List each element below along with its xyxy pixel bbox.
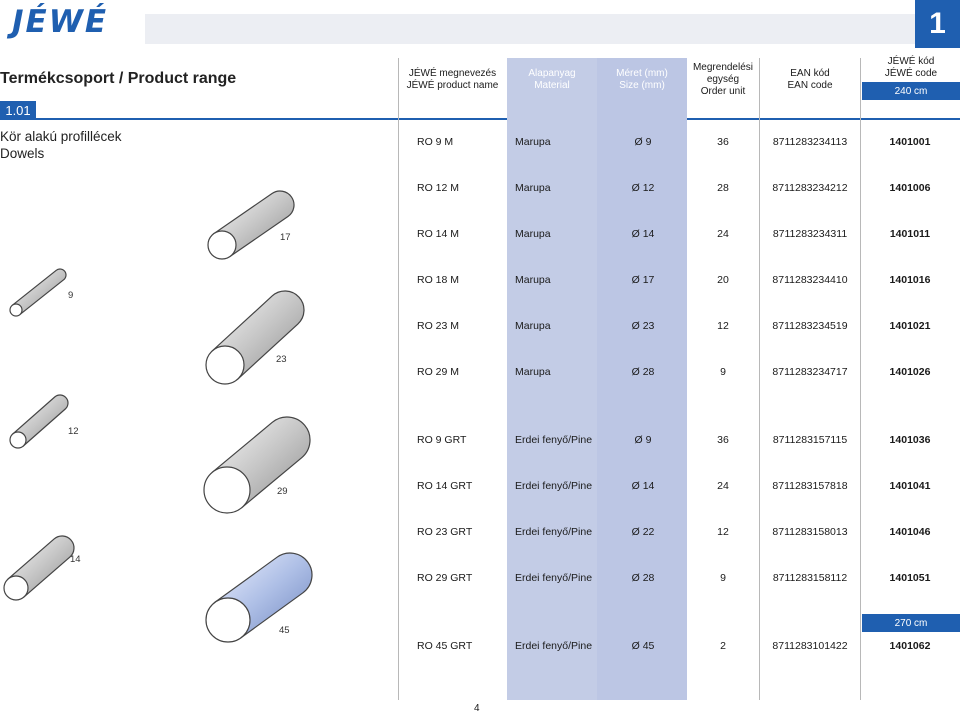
row-size: Ø 28 [631, 366, 655, 378]
header-size: Méret (mm) Size (mm) [616, 68, 668, 91]
dowel-diameter-label: 45 [279, 625, 290, 636]
row-material: Marupa [515, 274, 551, 286]
row-size: Ø 23 [631, 320, 655, 332]
row-size: Ø 22 [631, 526, 655, 538]
row-name: RO 45 GRT [417, 640, 473, 652]
row-size: Ø 14 [631, 480, 655, 492]
row-ean: 8711283157115 [772, 434, 848, 446]
header-jewe-code: JÉWÉ kód JÉWÉ code [884, 56, 938, 79]
header-ean: EAN kód EAN code [787, 68, 833, 91]
row-size: Ø 28 [631, 572, 655, 584]
length-badge-240: 240 cm [862, 82, 960, 100]
row-unit: 36 [717, 434, 729, 446]
row-code: 1401016 [889, 274, 931, 286]
dowel-end-icon [208, 231, 236, 259]
row-material: Erdei fenyő/Pine [515, 526, 593, 538]
row-code: 1401006 [889, 182, 931, 194]
dowel-diameter-label: 23 [276, 354, 287, 365]
row-unit: 2 [720, 640, 726, 652]
row-code: 1401001 [889, 136, 931, 148]
row-size: Ø 9 [634, 136, 652, 148]
row-ean: 8711283234410 [772, 274, 848, 286]
category-hu: Kör alakú profillécek [0, 129, 122, 144]
row-name: RO 29 M [417, 366, 460, 378]
row-unit: 24 [717, 228, 729, 240]
row-size: Ø 12 [631, 182, 655, 194]
row-code: 1401026 [889, 366, 931, 378]
row-ean: 8711283158112 [772, 572, 848, 584]
brand-logo: JÉWÉ [12, 4, 109, 40]
row-material: Erdei fenyő/Pine [515, 640, 593, 652]
row-name: RO 14 M [417, 228, 460, 240]
row-material: Erdei fenyő/Pine [515, 480, 593, 492]
row-code: 1401041 [889, 480, 931, 492]
material-column-bg [507, 58, 597, 700]
row-material: Erdei fenyő/Pine [515, 434, 593, 446]
header-product-name: JÉWÉ megnevezés JÉWÉ product name [406, 68, 499, 91]
row-unit: 12 [717, 526, 729, 538]
dowel-diameter-label: 12 [68, 426, 79, 437]
column-divider [860, 58, 861, 700]
row-code: 1401051 [889, 572, 931, 584]
row-material: Marupa [515, 182, 551, 194]
row-code: 1401011 [889, 228, 931, 240]
row-unit: 12 [717, 320, 729, 332]
row-code: 1401046 [889, 526, 931, 538]
dowel-diameter-label: 14 [70, 554, 81, 565]
row-name: RO 23 GRT [417, 526, 473, 538]
row-ean: 8711283234212 [772, 182, 848, 194]
header-order-unit: Megrendelési egység Order unit [692, 62, 754, 97]
row-ean: 8711283101422 [772, 640, 848, 652]
row-unit: 9 [720, 366, 726, 378]
row-name: RO 14 GRT [417, 480, 473, 492]
dowel-end-icon [10, 432, 26, 448]
row-name: RO 9 GRT [417, 434, 467, 446]
dowel-end-icon [204, 467, 250, 513]
category-label [0, 128, 122, 162]
row-name: RO 12 M [417, 182, 460, 194]
row-unit: 9 [720, 572, 726, 584]
row-unit: 36 [717, 136, 729, 148]
section-divider [0, 118, 960, 120]
row-material: Marupa [515, 320, 551, 332]
row-unit: 24 [717, 480, 729, 492]
row-ean: 8711283234311 [772, 228, 848, 240]
dowel-diameter-label: 29 [277, 486, 288, 497]
dowel-end-icon [206, 598, 250, 642]
row-code: 1401036 [889, 434, 931, 446]
row-code: 1401021 [889, 320, 931, 332]
category-en: Dowels [0, 146, 45, 161]
row-unit: 20 [717, 274, 729, 286]
page-title: Termékcsoport / Product range [0, 70, 237, 87]
row-material: Marupa [515, 228, 551, 240]
row-unit: 28 [717, 182, 729, 194]
row-ean: 8711283157818 [772, 480, 848, 492]
row-ean: 8711283234519 [772, 320, 848, 332]
length-badge-270: 270 cm [862, 614, 960, 632]
dowel-diameter-label: 17 [280, 232, 291, 243]
section-badge: 1.01 [0, 101, 36, 119]
row-size: Ø 14 [631, 228, 655, 240]
row-name: RO 23 M [417, 320, 460, 332]
row-ean: 8711283234717 [772, 366, 848, 378]
row-name: RO 29 GRT [417, 572, 473, 584]
row-material: Erdei fenyő/Pine [515, 572, 593, 584]
row-ean: 8711283234113 [772, 136, 848, 148]
row-size: Ø 17 [631, 274, 655, 286]
row-material: Marupa [515, 366, 551, 378]
row-material: Marupa [515, 136, 551, 148]
row-ean: 8711283158013 [772, 526, 848, 538]
chapter-number: 1 [915, 0, 960, 48]
size-column-bg [597, 58, 687, 700]
row-name: RO 9 M [417, 136, 454, 148]
header-material: Alapanyag Material [528, 68, 576, 91]
row-size: Ø 45 [631, 640, 655, 652]
row-size: Ø 9 [634, 434, 652, 446]
dowel-diameter-label: 9 [68, 290, 74, 301]
dowel-end-icon [4, 576, 28, 600]
dowel-illustrations [0, 190, 400, 680]
row-name: RO 18 M [417, 274, 460, 286]
header-band [145, 14, 915, 44]
page-footer-number: 4 [474, 703, 480, 714]
dowel-end-icon [10, 304, 22, 316]
row-code: 1401062 [889, 640, 931, 652]
dowel-end-icon [206, 346, 244, 384]
column-divider [759, 58, 760, 700]
